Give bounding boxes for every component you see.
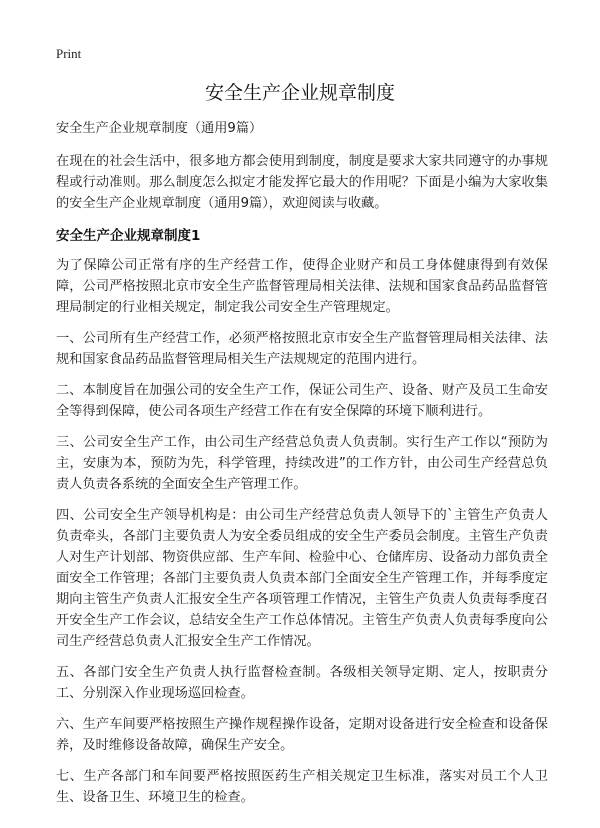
paragraph-clause-7: 七、生产各部门和车间要严格按照医药生产相关规定卫生标准，落实对员工个人卫生、设备卫生、环境卫生的检查。 — [56, 769, 548, 805]
paragraph-clause-4: 四、公司安全生产领导机构是：由公司生产经营总负责人领导下的`主管生产负责人负责牵头，各部门主要负责人为安全委员组成的安全生产委员会制度。主管生产负责人对生产计划部、物资供应部、生产车间、检验中心、仓储库房、设备动力部负责全面安全工作管理；各部门主要负责人负责本部门全面安全生产管理工作，并每季度定期向主管生产负责人汇报安全生产各项管理工作情况，主管生产负责人负责每季度召开安全生产工作会议，总结安全生产工作总体情况。主管生产负责人负责每季度向公司生产经营总负责人汇报安全生产工作情况。 — [56, 508, 548, 649]
paragraph-clause-2: 二、本制度旨在加强公司的安全生产工作，保证公司生产、设备、财产及员工生命安全等得到保障，使公司各项生产经营工作在有安全保障的环境下顺利进行。 — [56, 383, 548, 419]
page-title: 安全生产企业规章制度 — [204, 82, 395, 104]
print-link[interactable]: Print — [56, 46, 82, 61]
intro-paragraph: 在现在的社会生活中，很多地方都会使用到制度，制度是要求大家共同遵守的办事规程或行动准则。那么制度怎么拟定才能发挥它最大的作用呢？下面是小编为大家收集的安全生产企业规章制度（通用9篇），欢迎阅读与收藏。 — [56, 154, 548, 211]
document-subtitle: 安全生产企业规章制度（通用9篇） — [56, 121, 263, 136]
paragraph-clause-1: 一、公司所有生产经营工作，必须严格按照北京市安全生产监督管理局相关法律、法规和国家食品药品监督管理局相关生产法规规定的范围内进行。 — [56, 331, 548, 367]
paragraph-preamble: 为了保障公司正常有序的生产经营工作，使得企业财产和员工身体健康得到有效保障，公司严格按照北京市安全生产监督管理局相关法律、法规和国家食品药品监督管理局制定的行业相关规定，制定我公司安全生产管理规定。 — [56, 258, 548, 315]
paragraph-clause-6: 六、生产车间要严格按照生产操作规程操作设备，定期对设备进行安全检查和设备保养，及时维修设备故障，确保生产安全。 — [56, 717, 548, 753]
paragraph-clause-3: 三、公司安全生产工作，由公司生产经营总负责人负责制。实行生产工作以“预防为主，安康为本，预防为先，科学管理，持续改进”的工作方针，由公司生产经营总负责人负责各系统的全面安全生产管理工作。 — [56, 435, 548, 492]
document-body — [56, 118, 548, 818]
section-heading: 安全生产企业规章制度1 — [56, 228, 201, 244]
paragraph-clause-5: 五、各部门安全生产负责人执行监督检查制。各级相关领导定期、定人，按职责分工、分别深入作业现场巡回检查。 — [56, 665, 548, 701]
